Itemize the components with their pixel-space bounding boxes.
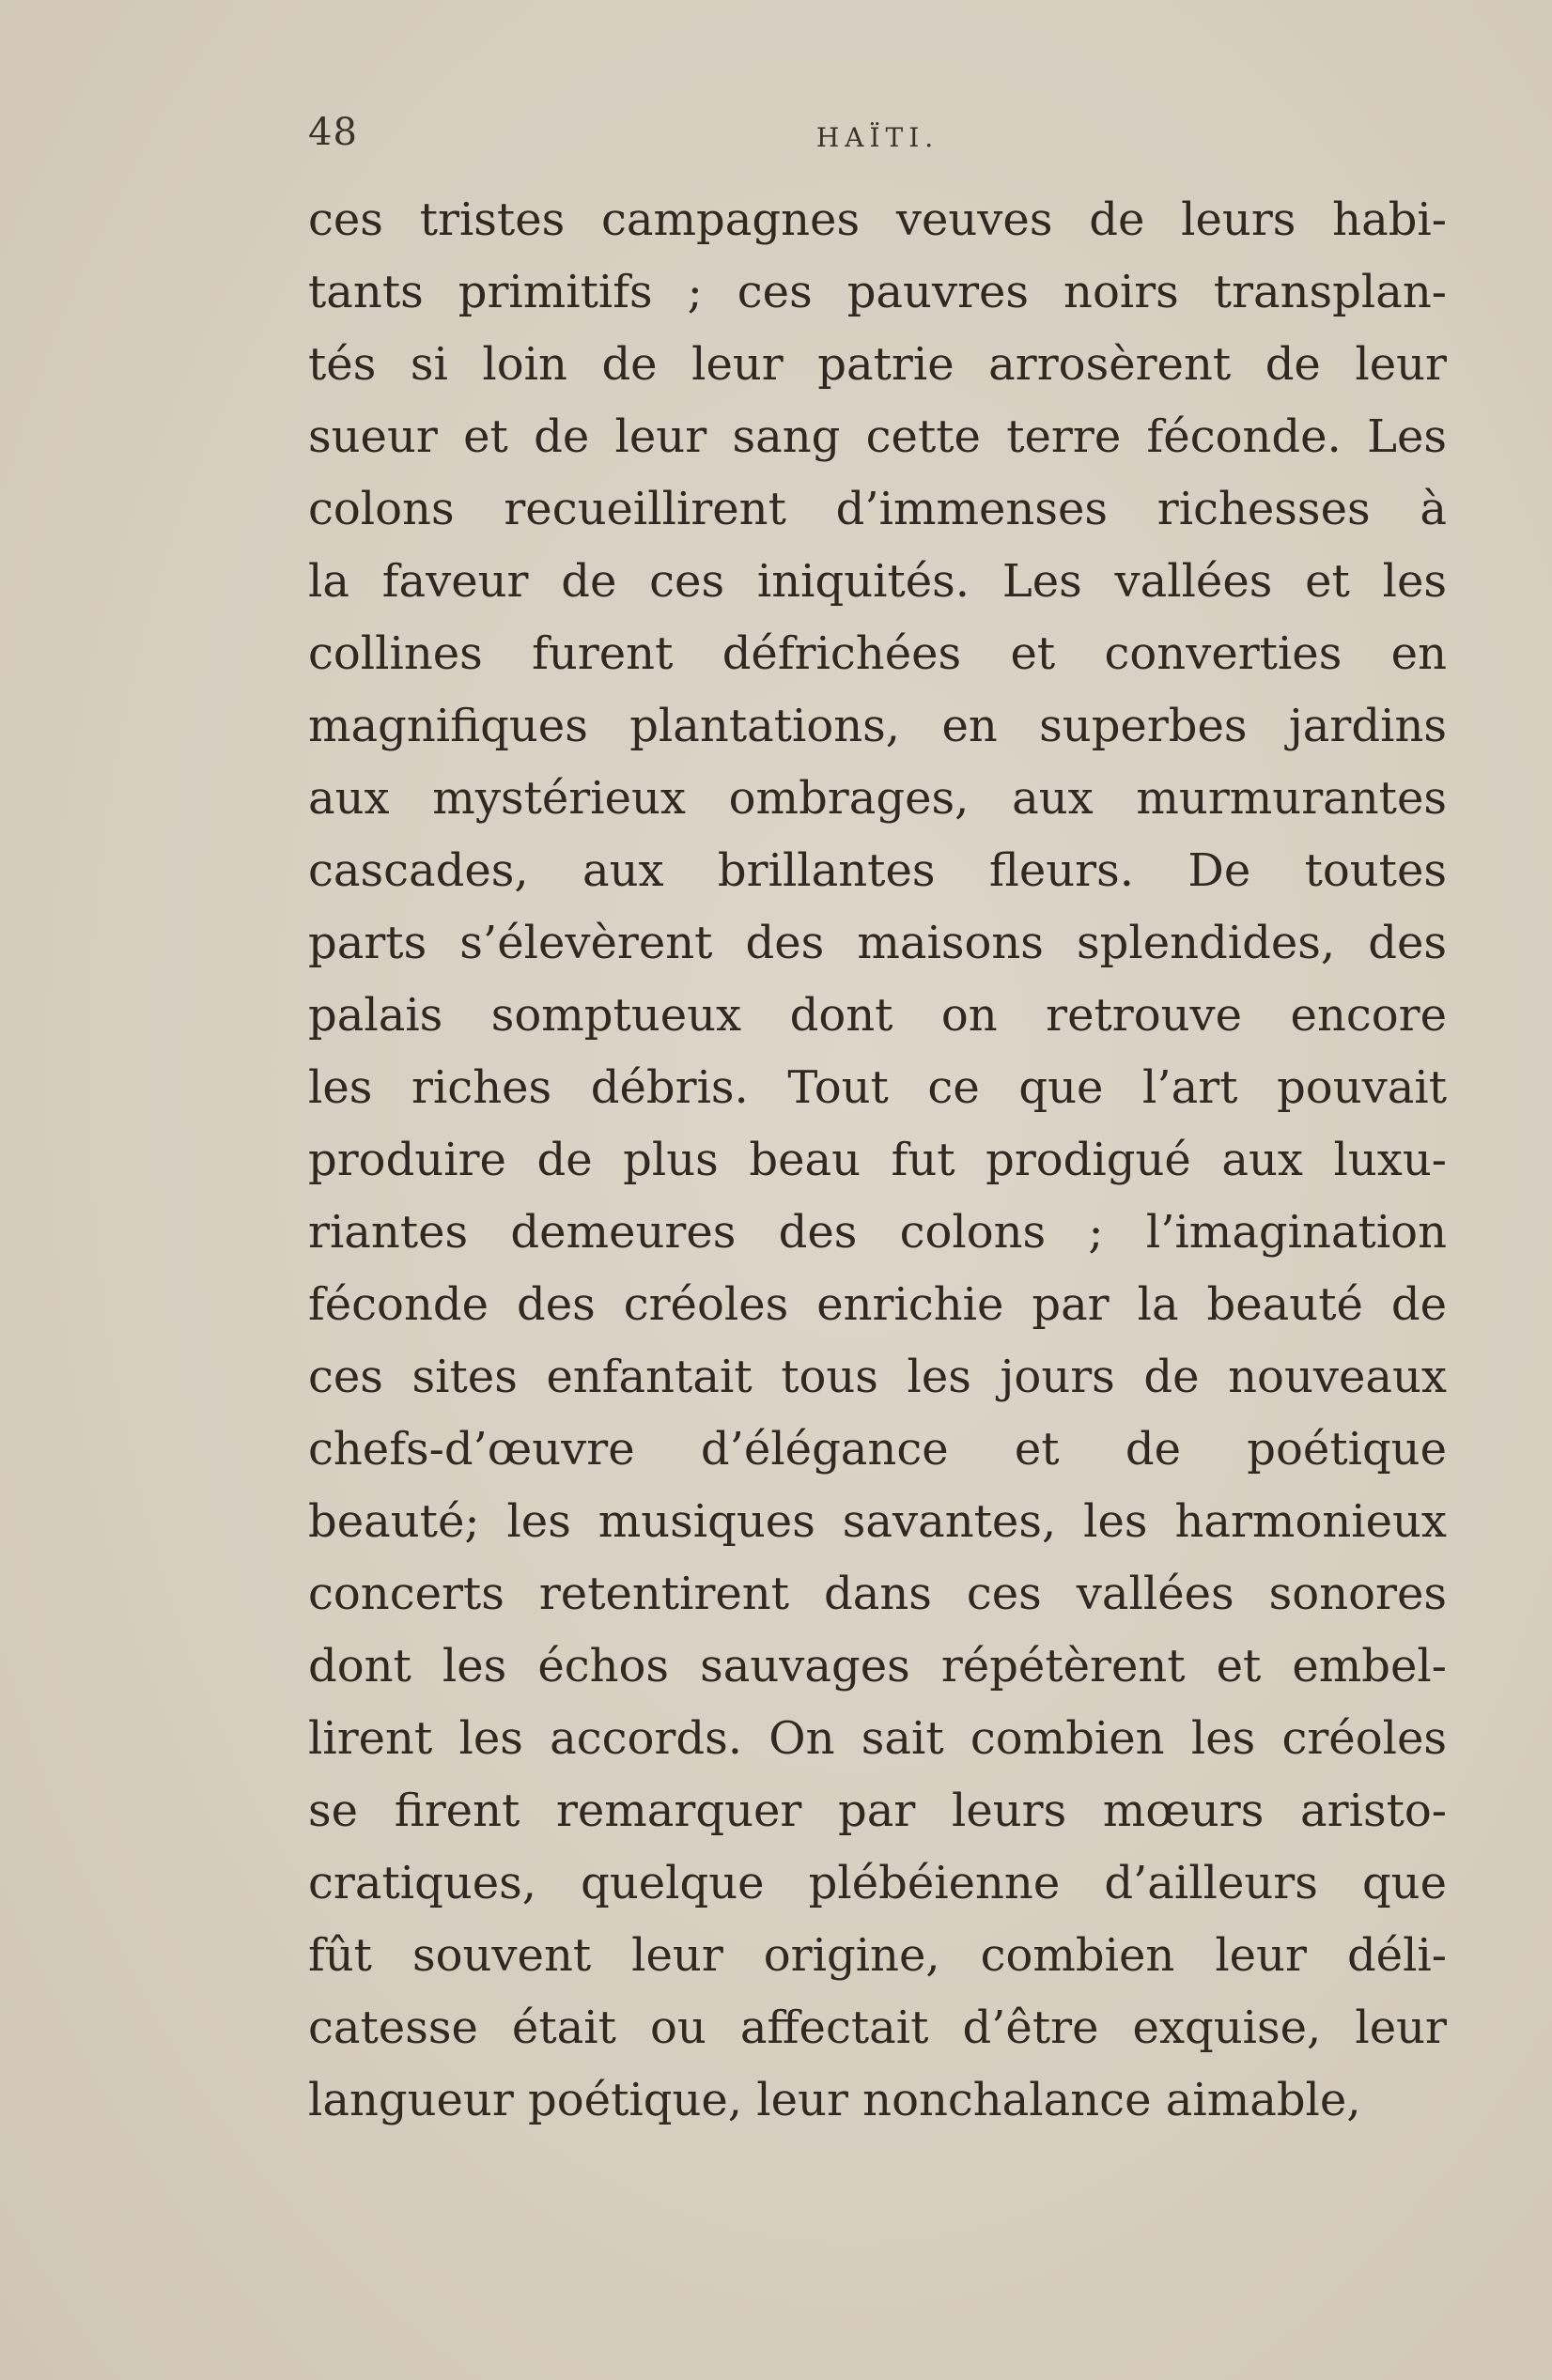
text-line: tés si loin de leur patrie arrosèrent de leur — [308, 338, 1447, 391]
text-line: collines furent défrichées et converties en — [308, 627, 1447, 680]
text-line: langueur poétique, leur nonchalance aimable, — [308, 2074, 1361, 2126]
text-line: les riches débris. Tout ce que l’art pouvait — [308, 1061, 1447, 1114]
text-line: dont les échos sauvages répétèrent et embel- — [308, 1640, 1447, 1692]
text-line: se firent remarquer par leurs mœurs aristo- — [308, 1785, 1447, 1837]
running-title: HAÏTI. — [815, 122, 939, 153]
text-line: catesse était ou affectait d’être exquise, leur — [308, 2001, 1447, 2054]
text-line: sueur et de leur sang cette terre féconde. Les — [308, 410, 1447, 463]
text-line: ces sites enfantait tous les jours de nouveaux — [308, 1351, 1447, 1403]
text-line: cratiques, quelque plébéienne d’ailleurs que — [308, 1857, 1447, 1909]
page-number: 48 — [308, 111, 358, 154]
text-line: cascades, aux brillantes fleurs. De toutes — [308, 844, 1447, 897]
text-line: parts s’élevèrent des maisons splendides, des — [308, 917, 1447, 969]
text-line: concerts retentirent dans ces vallées sonores — [308, 1568, 1447, 1620]
text-line: colons recueillirent d’immenses richesses à — [308, 483, 1447, 535]
text-line: palais somptueux dont on retrouve encore — [308, 989, 1447, 1042]
text-line: féconde des créoles enrichie par la beauté de — [308, 1278, 1447, 1331]
text-line: produire de plus beau fut prodigué aux luxu- — [308, 1134, 1447, 1186]
text-line: la faveur de ces iniquités. Les vallées et les — [308, 555, 1447, 608]
body-text — [308, 184, 1447, 2137]
text-line: chefs-d’œuvre d’élégance et de poétique — [308, 1423, 1447, 1476]
text-line: aux mystérieux ombrages, aux murmurantes — [308, 772, 1447, 825]
text-line: lirent les accords. On sait combien les créoles — [308, 1712, 1447, 1765]
text-line: beauté; les musiques savantes, les harmonieux — [308, 1495, 1447, 1548]
text-line: tants primitifs ; ces pauvres noirs transplan- — [308, 266, 1447, 318]
running-head — [308, 111, 1447, 167]
text-line: magnifiques plantations, en superbes jardins — [308, 700, 1447, 752]
text-line: fût souvent leur origine, combien leur déli- — [308, 1929, 1447, 1982]
text-line: riantes demeures des colons ; l’imagination — [308, 1206, 1447, 1259]
text-line: ces tristes campagnes veuves de leurs habi- — [308, 193, 1447, 246]
